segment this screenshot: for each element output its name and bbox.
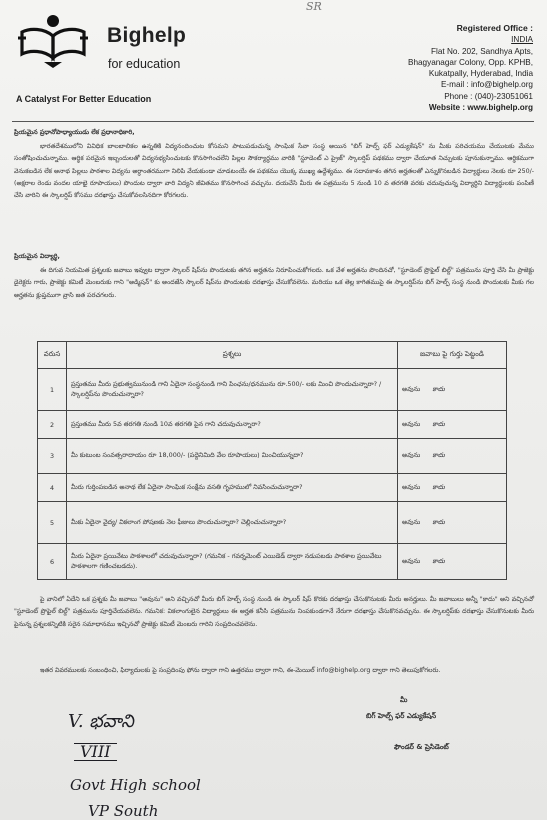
instructions-paragraph: ఈ దిగువ నియమిత ప్రశ్నలకు జవాబు ఇవ్వుట ద్వారా స్కాలర్ షిప్‌ను పొందుటకు తగిన అర్హతను నిరూపించుకోగలరు. ఒక వేళ అర్హతను పొందినచో, "స్టూడెంట్ ప్రొఫైల్ బిల్డ్" పత్రమును పూర్తి చేసి మీ ప్రాజెక్టు డైరెక్టరు గారు, ప్రాజెక్టు కమిటీ మెంబరుకు గాని "అడ్మిషన్" కు అందజేసి స్కాలర్ షిప్‌ను పొందుటకు దరఖాస్తు చేసుకోవలెను. మరియు ఒక తెల్ల కాగితముపై ఈ స్కాలర్షిప్‌ను బిగ్ హెల్ప్ సంస్థ నుండి పొందుటకు మీకు గల అర్హతను క్లుప్తముగా వ్రాసి జత పరచగలరు.	[14, 267, 534, 299]
answer-yes[interactable]: అవును	[402, 419, 421, 428]
answer-yes[interactable]: అవును	[402, 482, 421, 491]
eligibility-note-paragraph: పై వానిలో ఏదేని ఒక ప్రశ్నకు మీ జవాబు "అవును" అని వచ్చినచో మీరు బిగ్ హెల్ప్ సంస్థ నుండి ఈ స్కాలర్ షిప్ కొరకు దరఖాస్తు చేసుకొనుటకు మీరు అనర్హులు. మీ జవాబులు అన్నీ "కాదు" అని వచ్చినచో "స్టూడెంట్ ప్రొఫైల్ బిల్డ్" పత్రమును పూర్తిచేయవలెను. గమనిక: వికలాంగులైన విద్యార్థులు ఈ అర్హత కనీసి పత్రమును నింపకుండగానే నేరుగా దరఖాస్తు చేసుకొనవచ్చును. ఈ స్కాలర్షిప్‌కు దరఖాస్తు చేసుకొనుటకు మీరు పైనున్న ప్రశ్నలకన్నిటికి సరైన సమాధానము ఇచ్చినచో ప్రాజెక్టు కమిటీ మెంబరు గారిని సంప్రదించవలెను.	[14, 596, 534, 628]
row-answer[interactable]	[398, 411, 507, 439]
table-row	[38, 544, 507, 580]
header-divider	[12, 121, 534, 122]
office-line: Flat No. 202, Sandhya Apts,	[431, 46, 533, 56]
answer-no-ticked[interactable]: కాదు	[432, 419, 445, 428]
answer-no-ticked[interactable]: కాదు	[432, 451, 445, 459]
header-serial: వరుస	[38, 342, 67, 369]
tagline: A Catalyst For Better Education	[16, 94, 152, 104]
table-row	[38, 474, 507, 502]
header-questions: ప్రశ్నలు	[67, 342, 398, 369]
row-number: 3	[38, 439, 67, 474]
handwritten-student-name: V. భవాని	[68, 711, 134, 732]
row-question: మీరు గుర్తింపబడిన అనాథ లేక ఏదైనా సాంఘిక సంక్షేమ వసతి గృహములో నివసించుచున్నారా?	[67, 474, 398, 502]
row-number: 6	[38, 544, 67, 580]
handwritten-place: VP South	[88, 802, 159, 820]
answer-no-ticked[interactable]: కాదు	[432, 482, 445, 491]
row-answer[interactable]	[398, 474, 507, 502]
table-row	[38, 502, 507, 544]
row-question: మీ కుటుంబ సంవత్సరాదాయం రూ 18,000/- (పద్దెనిమిది వేల రూపాయలు) మించియున్నదా?	[67, 439, 398, 474]
table-header-row	[38, 342, 507, 369]
signatory-organization: బిగ్ హెల్ప్ ఫర్ ఎడ్యుకేషన్	[366, 712, 437, 720]
regards: మీ	[400, 696, 408, 704]
brand-subtitle: for education	[108, 57, 181, 71]
row-answer[interactable]	[398, 502, 507, 544]
row-question: ప్రస్తుతము మీరు 5వ తరగతి నుండి 10వ తరగతి పైన గాని చదువుచున్నారా?	[67, 411, 398, 439]
row-answer[interactable]	[398, 439, 507, 474]
row-number: 4	[38, 474, 67, 502]
logo-icon	[16, 14, 90, 74]
greeting: ప్రియమైన ప్రధానోపాధ్యాయుడు లేక ప్రధానాధికారి,	[14, 129, 135, 136]
row-answer[interactable]	[398, 544, 507, 580]
office-website: Website : www.bighelp.org	[428, 103, 533, 113]
answer-yes[interactable]: అవును	[402, 517, 421, 526]
row-number: 1	[38, 369, 67, 411]
answer-no-ticked[interactable]: కాదు	[432, 384, 445, 393]
row-number: 5	[38, 502, 67, 544]
row-answer[interactable]	[398, 369, 507, 411]
corner-handwriting: SR	[306, 0, 322, 13]
table-row	[38, 369, 507, 411]
intro-paragraph: భారతదేశములోని వివిధిక బాలబాలికల ఉన్నతికి విద్యనందించుట కోసమని పాటుపడుచున్న సాంఘిక సేవా సంస్థ అయిన "బిగ్ హెల్ప్ ఫర్ ఎడ్యుకేషన్" ను మీకు పరిచయము చేయుటకు మేము సంతోషించుచున్నాము. ఆర్థిక పరమైన ఇబ్బందులతో విద్యనభ్యసించుటకు కొనసాగించలేని పిల్లల సౌకర్యార్థము వారికి "స్టూడెంట్ ఎ ప్రైజ్" స్కాలర్షిప్ పథకము ద్వారా చేయూత నిచ్చుటకు పూనుకున్నాము. ఆర్థికముగా వెనుకబడిన లేక అనాథ పిల్లలు పాఠశాల విద్యను అర్ధాంతరముగా నిలిపి వేయకుండా చూడటంయే ఈ పథకము యొక్క ముఖ్య ఉద్దేశ్యము. ఈ సదావకాశం తగిన అర్హతలతో ఎన్నుకొనబడిన విద్యార్థులు నెలకు రూ 250/- (అక్షరాల రెండు వందల యాభై రూపాయలు) పొందుట ద్వారా వారి విద్యని జీవితము కొనసాగించ వచ్చును. దయచేసి మీరు ఈ పత్రమును 5 నుండి 10 వ తరగతి వరకు చదువుచున్న విద్యార్థిని విద్యార్థులకు పంపిణీ చేసి వారిని ఈ స్కాలర్షిప్ కోసము దరఖాస్తు చేసుకోవలసినదిగా కోరగలరు.	[14, 143, 534, 200]
row-number: 2	[38, 411, 67, 439]
signatory-title: ఫౌండర్ & ప్రెసిడెంట్	[394, 743, 449, 751]
answer-no-ticked[interactable]: కాదు	[432, 517, 445, 526]
handwritten-school: Govt High school	[70, 776, 201, 794]
office-title: Registered Office :	[456, 23, 533, 33]
table-row	[38, 439, 507, 474]
row-question: ప్రస్తుతము మీరు ప్రభుత్వమునుండి గాని ఏదైనా సంస్థనుండి గాని పింఛను/ధనమును రూ.500/- లకు మించి పొందుచున్నారా? / స్కాలర్షిప్‌ను పొందుచున్నారా?	[67, 369, 398, 411]
row-question: మీరు ఏదైనా ప్రయివేటు పాఠశాలలో చదువుచున్నారా? (గమనిక - గవర్నమెంట్ ఎయిడెడ్ ద్వారా నడుపబడు పాఠశాల ప్రయివేటు పాఠశాలగా గణించబడదు).	[67, 544, 398, 580]
eligibility-table	[37, 341, 507, 580]
table-row	[38, 411, 507, 439]
office-email: E-mail : info@bighelp.org	[440, 80, 533, 90]
office-line: INDIA	[511, 35, 533, 45]
header-answer: జవాబు పై గుర్తు పెట్టండి	[398, 342, 507, 369]
student-greeting: ప్రియమైన విద్యార్థి,	[14, 253, 60, 260]
row-question: మీకు ఏదైనా వైద్య/ వికలాంగ పోషణకు నెల ఫీజులు పొందుచున్నారా? చెల్లించుచున్నారా?	[67, 502, 398, 544]
answer-no-ticked[interactable]: కాదు	[432, 556, 445, 565]
registered-office	[333, 23, 533, 113]
office-line: Kukatpally, Hyderabad, India	[428, 69, 533, 79]
answer-yes[interactable]: అవును	[402, 451, 421, 459]
office-phone: Phone : (040)-23051061	[444, 91, 533, 101]
contact-paragraph: ఇతర వివరములకు సంబంధించి, ఫిర్యాదులకు పై సంప్రదింపు ఫోను ద్వారా గాని ఉత్తరము ద్వారా గాని, ఈ-మెయిల్ info@bighelp.org ద్వారా గాని తెలుపుకోగలరు.	[40, 667, 441, 674]
answer-yes[interactable]: అవును	[402, 384, 421, 393]
brand-name: Bighelp	[107, 24, 187, 47]
handwritten-class: VIII	[74, 743, 117, 761]
office-line: Bhagyanagar Colony, Opp. KPHB,	[407, 57, 533, 67]
answer-yes[interactable]: అవును	[402, 556, 421, 565]
